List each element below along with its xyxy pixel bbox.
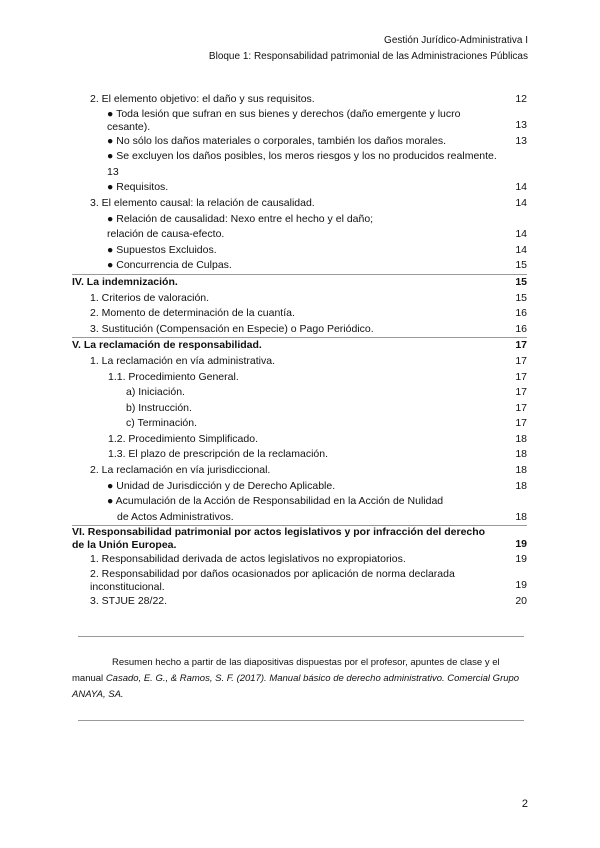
toc-entry-text: 1. Responsabilidad derivada de actos legislativos no expropiatorios.	[90, 553, 406, 566]
toc-entry-page: 15	[515, 275, 527, 288]
toc-entry[interactable]	[72, 416, 527, 432]
divider	[78, 636, 524, 637]
toc-entry-page: 14	[515, 243, 527, 256]
toc-entry-page: 20	[515, 595, 527, 608]
toc-entry[interactable]	[72, 149, 527, 180]
toc-entry-page: 19	[515, 553, 527, 566]
toc-entry[interactable]	[72, 401, 527, 417]
toc-entry-text: ● Acumulación de la Acción de Responsabilidad en la Acción de Nulidad	[107, 495, 444, 508]
table-of-contents	[72, 92, 527, 610]
toc-entry[interactable]	[72, 370, 527, 386]
toc-entry-text: ● Concurrencia de Culpas.	[107, 259, 232, 272]
toc-entry-page: 18	[515, 464, 527, 477]
toc-entry-page: 14	[515, 196, 527, 209]
toc-entry-text: V. La reclamación de responsabilidad.	[72, 339, 262, 352]
toc-entry[interactable]	[72, 463, 527, 479]
toc-entry-text: 1.2. Procedimiento Simplificado.	[108, 432, 258, 445]
header-course-title: Gestión Jurídico-Administrativa I	[384, 35, 528, 46]
toc-entry-page: 19	[515, 537, 527, 550]
toc-entry[interactable]	[72, 432, 527, 448]
toc-entry-text: de Actos Administrativos.	[117, 510, 234, 523]
toc-entry-page: 16	[515, 307, 527, 320]
toc-entry-text: 2. La reclamación en vía jurisdiccional.	[90, 464, 271, 477]
toc-entry-page: 18	[515, 432, 527, 445]
toc-entry-page: 17	[515, 401, 527, 414]
toc-entry-text: b) Instrucción.	[126, 401, 192, 414]
divider	[78, 720, 524, 721]
toc-entry-page: 17	[515, 417, 527, 430]
toc-section-heading[interactable]	[72, 337, 527, 354]
toc-entry-page: 15	[515, 259, 527, 272]
toc-entry-text: a) Iniciación.	[126, 386, 185, 399]
toc-entry-text: IV. La indemnización.	[72, 275, 178, 288]
toc-entry[interactable]	[72, 494, 527, 510]
toc-entry-text: ● Se excluyen los daños posibles, los meros riesgos y los no producidos realmente.	[107, 150, 497, 163]
source-note	[72, 655, 527, 703]
toc-entry-text: relación de causa-efecto.	[107, 228, 225, 241]
toc-entry-text: VI. Responsabilidad patrimonial por actos legislativos y por infracción del derecho de la Unión Europea.	[72, 526, 486, 552]
toc-entry-page: 12	[515, 93, 527, 105]
toc-entry[interactable]	[72, 479, 527, 495]
page-number: 2	[521, 798, 528, 810]
toc-entry-text: ● Relación de causalidad: Nexo entre el hecho y el daño;	[107, 212, 374, 225]
toc-entry-page: 13	[515, 134, 527, 147]
toc-section-heading[interactable]	[72, 525, 527, 552]
toc-entry[interactable]	[72, 258, 527, 274]
toc-section-heading[interactable]	[72, 274, 527, 291]
toc-entry-page: 17	[515, 386, 527, 399]
toc-entry-text: 1. La reclamación en vía administrativa.	[90, 354, 276, 367]
toc-entry-text: 3. El elemento causal: la relación de causalidad.	[90, 196, 315, 209]
toc-entry-text: 1.1. Procedimiento General.	[108, 370, 239, 383]
toc-entry-page: 13	[515, 119, 527, 131]
toc-entry-page: 17	[515, 354, 527, 367]
toc-entry-page: 18	[515, 479, 527, 492]
toc-entry-page: 17	[515, 370, 527, 383]
toc-entry-text: ● Unidad de Jurisdicción y de Derecho Aplicable.	[107, 479, 336, 492]
toc-entry-text: 2. El elemento objetivo: el daño y sus requisitos.	[90, 93, 315, 105]
toc-entry[interactable]	[72, 291, 527, 307]
toc-entry-text: 3. Sustitución (Compensación en Especie) o Pago Periódico.	[90, 322, 374, 335]
header-block-title: Bloque 1: Responsabilidad patrimonial de las Administraciones Públicas	[208, 51, 528, 62]
source-note-citation: Casado, E. G., & Ramos, S. F. (2017). Manual básico de derecho administrativo. Comercial Grupo ANAYA, SA.	[72, 673, 520, 700]
toc-entry-text: 1. Criterios de valoración.	[90, 291, 210, 304]
toc-entry-continuation[interactable]	[72, 227, 527, 243]
source-note-lead: Resumen hecho a partir de las diapositivas dispuestas por el profesor, apuntes de clase y el manual	[72, 657, 500, 684]
toc-entry-page: 15	[515, 291, 527, 304]
toc-entry[interactable]	[72, 134, 527, 150]
toc-entry-text: 1.3. El plazo de prescripción de la reclamación.	[108, 448, 329, 461]
toc-entry[interactable]	[72, 108, 527, 134]
toc-entry[interactable]	[72, 212, 527, 228]
toc-entry[interactable]	[72, 385, 527, 401]
toc-entry-text: ● No sólo los daños materiales o corporales, también los daños morales.	[107, 134, 447, 147]
toc-entry[interactable]	[72, 243, 527, 259]
toc-entry[interactable]	[72, 196, 527, 212]
toc-entry-page: 16	[515, 322, 527, 335]
toc-entry[interactable]	[72, 306, 527, 322]
toc-entry[interactable]	[72, 92, 527, 108]
toc-entry[interactable]	[72, 552, 527, 568]
toc-entry-text: 2. Responsabilidad por daños ocasionados por aplicación de norma declarada inconstitucional.	[90, 568, 455, 594]
toc-entry-text: 2. Momento de determinación de la cuantía.	[90, 307, 295, 320]
toc-entry-continuation[interactable]	[72, 510, 527, 526]
toc-entry-page: 14	[515, 228, 527, 241]
toc-entry[interactable]	[72, 322, 527, 338]
toc-entry[interactable]	[72, 180, 527, 196]
toc-entry-text: 3. STJUE 28/22.	[90, 595, 168, 608]
toc-entry-text: ● Toda lesión que sufran en sus bienes y derechos (daño emergente y lucro cesante).	[107, 107, 461, 133]
toc-entry[interactable]	[72, 447, 527, 463]
toc-entry-page: 17	[515, 339, 527, 352]
toc-entry[interactable]	[72, 594, 527, 610]
toc-entry-page: 13	[107, 165, 119, 178]
toc-entry-page: 18	[515, 510, 527, 523]
toc-entry-page: 19	[515, 579, 527, 592]
toc-entry[interactable]	[72, 568, 527, 594]
toc-entry-text: ● Requisitos.	[107, 181, 169, 194]
toc-entry-page: 14	[515, 181, 527, 194]
toc-entry[interactable]	[72, 354, 527, 370]
toc-entry-text: ● Supuestos Excluidos.	[107, 243, 217, 256]
toc-entry-page: 18	[515, 448, 527, 461]
toc-entry-text: c) Terminación.	[126, 417, 197, 430]
